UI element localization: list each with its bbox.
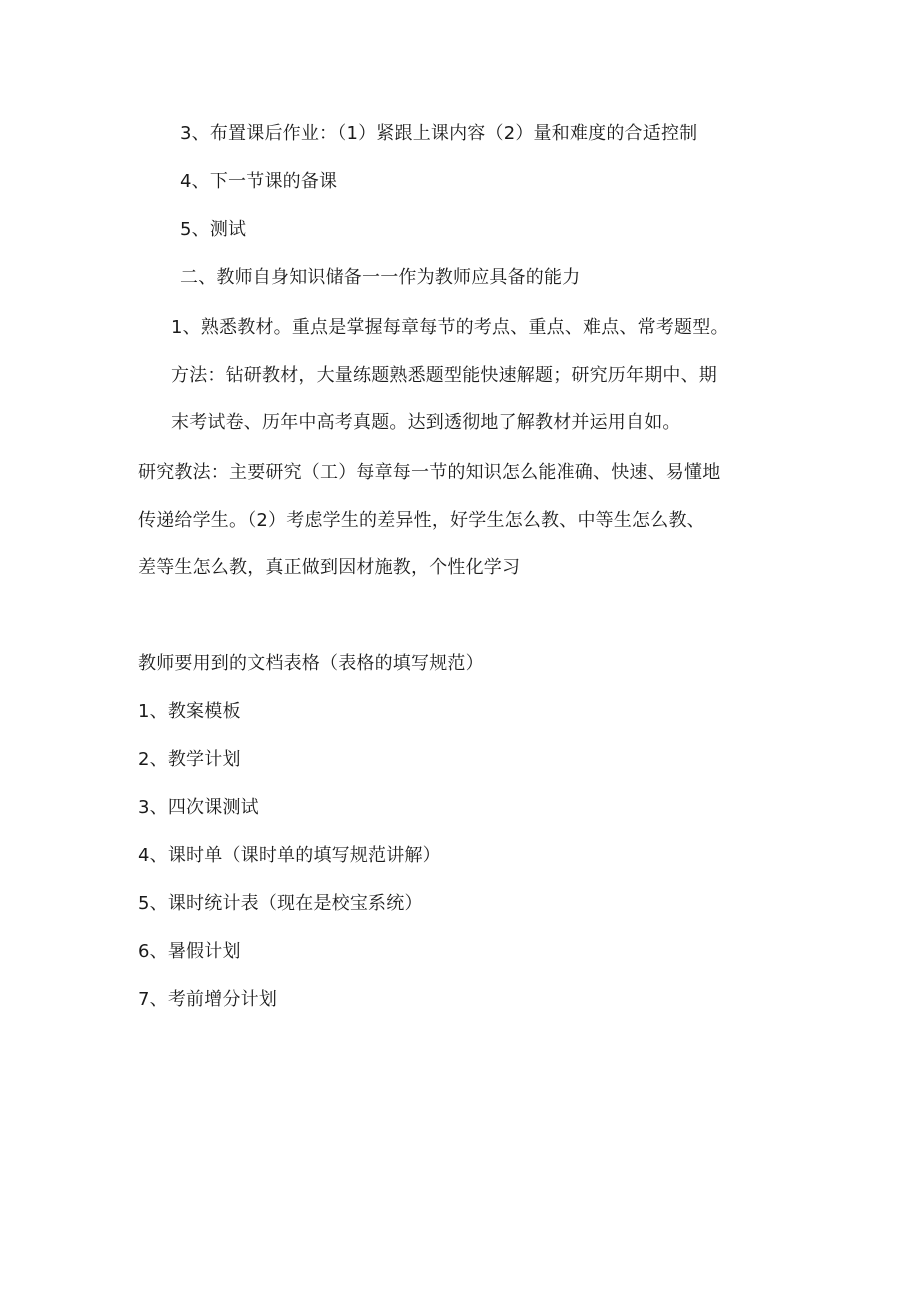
forms-heading: 教师要用到的文档表格（表格的填写规范） [138, 653, 484, 674]
teaching-method-line: 研究教法：主要研究（工）每章每一节的知识怎么能准确、快速、易懂地 [138, 462, 721, 483]
forms-list-item: 5、课时统计表（现在是校宝系统） [138, 893, 423, 914]
point-one-line: 方法：钻研教材，大量练题熟悉题型能快速解题；研究历年期中、期 [171, 365, 717, 386]
teaching-method-line: 差等生怎么教，真正做到因材施教，个性化学习 [138, 557, 521, 578]
forms-list-item: 2、教学计划 [138, 749, 241, 770]
point-one-line: 1、熟悉教材。重点是掌握每章每节的考点、重点、难点、常考题型。 [171, 317, 729, 338]
forms-list-item: 3、四次课测试 [138, 797, 259, 818]
point-one-line: 末考试卷、历年中高考真题。达到透彻地了解教材并运用自如。 [171, 412, 681, 433]
prep-step-homework: 3、布置课后作业：（1）紧跟上课内容（2）量和难度的合适控制 [180, 123, 698, 144]
forms-list-item: 1、教案模板 [138, 701, 241, 722]
section-two-heading: 二、教师自身知识储备一一作为教师应具备的能力 [180, 267, 581, 288]
teaching-method-line: 传递给学生。（2）考虑学生的差异性，好学生怎么教、中等生怎么教、 [138, 510, 705, 531]
forms-list-item: 4、课时单（课时单的填写规范讲解） [138, 845, 441, 866]
forms-list-item: 6、暑假计划 [138, 941, 241, 962]
prep-step-next-lesson: 4、下一节课的备课 [180, 171, 338, 192]
forms-list-item: 7、考前增分计划 [138, 989, 278, 1010]
prep-step-test: 5、测试 [180, 219, 247, 240]
